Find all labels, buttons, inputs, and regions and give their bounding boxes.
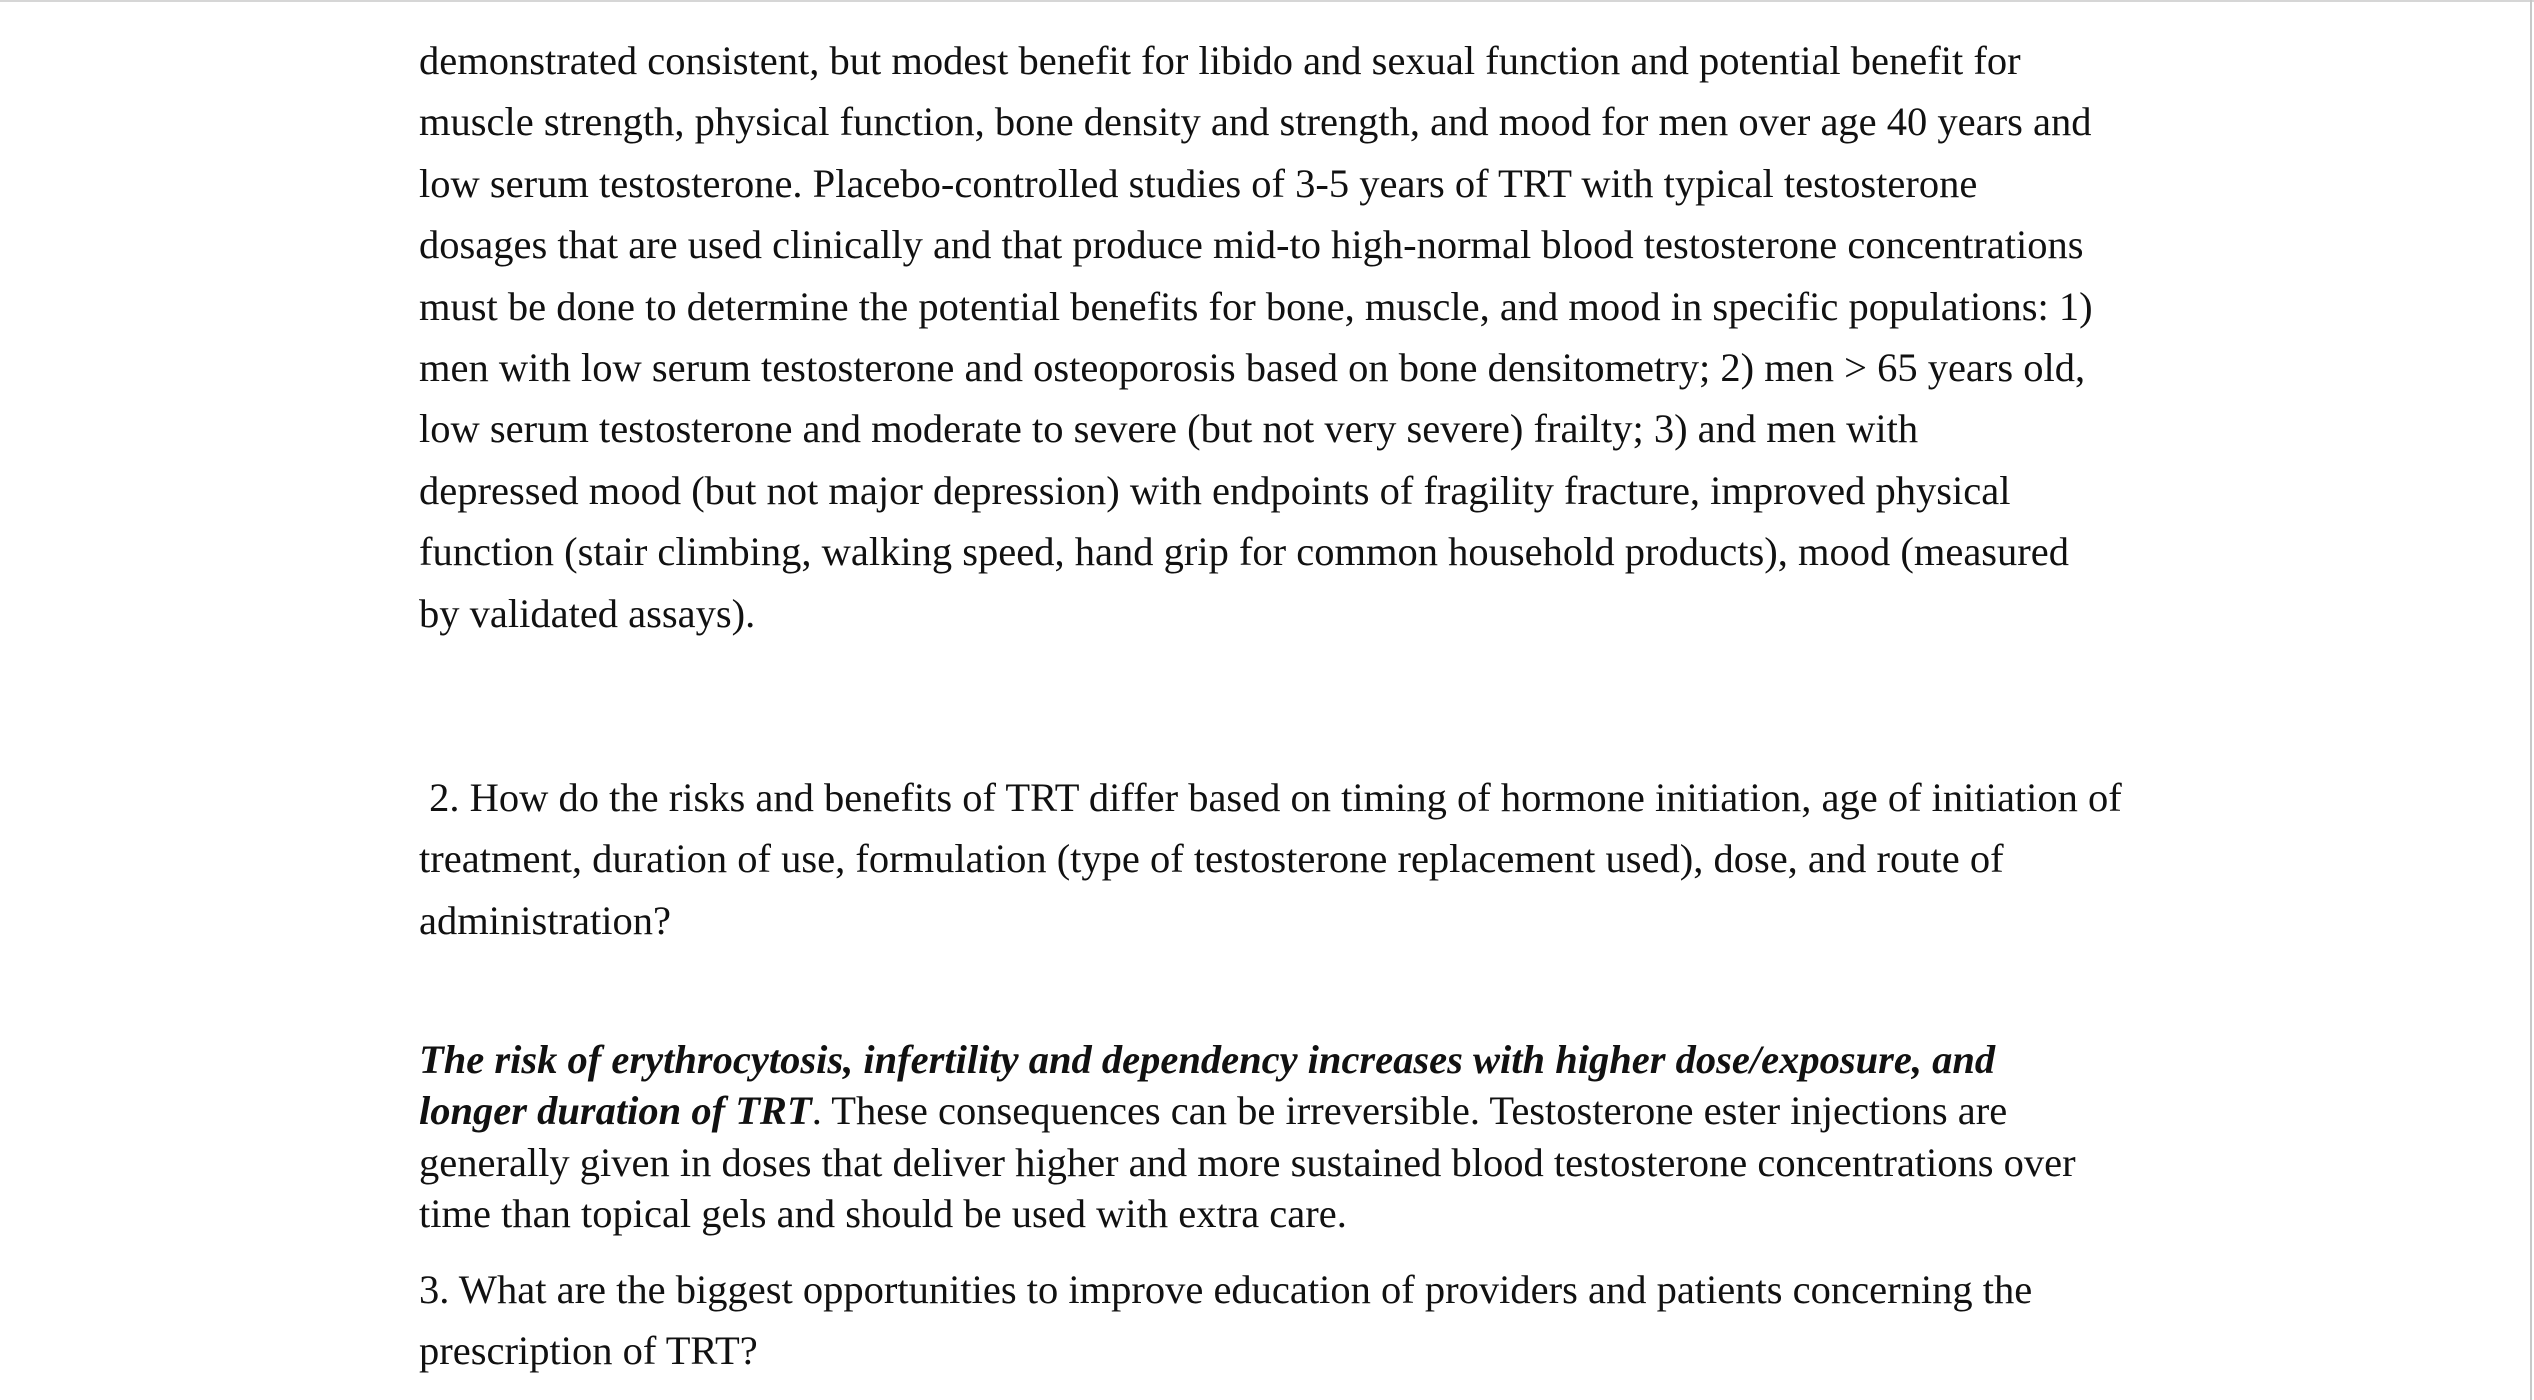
answer-2: [419, 1034, 2076, 1239]
body-text: . These consequences can be irreversible. Testosterone ester injections are: [811, 1088, 2008, 1134]
text-line: [419, 1034, 2076, 1085]
text-line: [419, 1085, 2076, 1136]
text-line: prescription of TRT?: [419, 1328, 758, 1374]
text-line: function (stair climbing, walking speed, hand grip for common household products), mood (measured: [419, 529, 2070, 575]
page-top-edge: [0, 0, 2534, 2]
text-line: treatment, duration of use, formulation (type of testosterone replacement used), dose, and route of: [419, 836, 2004, 882]
text-line: depressed mood (but not major depression) with endpoints of fragility fracture, improved physical: [419, 467, 2011, 513]
text-line: administration?: [419, 897, 671, 943]
text-line: generally given in doses that deliver higher and more sustained blood testosterone concentrations over: [419, 1139, 2076, 1185]
emphasis-text: The risk of erythrocytosis, infertility and dependency increases with higher dose/exposure, and: [419, 1037, 1996, 1082]
emphasis-text: longer duration of TRT: [419, 1088, 812, 1134]
text-line: dosages that are used clinically and that produce mid-to high-normal blood testosterone concentrations: [419, 222, 2084, 268]
text-line: must be done to determine the potential benefits for bone, muscle, and mood in specific populations: 1): [419, 283, 2093, 329]
text-line: time than topical gels and should be used with extra care.: [419, 1190, 1347, 1236]
text-line: men with low serum testosterone and osteoporosis based on bone densitometry; 2) men > 65 years old,: [419, 345, 2086, 391]
text-line: 3. What are the biggest opportunities to improve education of providers and patients concerning the: [419, 1267, 2033, 1312]
text-line: low serum testosterone and moderate to severe (but not very severe) frailty; 3) and men with: [419, 406, 1919, 452]
paragraph-benefits-summary: [419, 30, 2093, 644]
text-line: by validated assays).: [419, 590, 756, 636]
text-line: low serum testosterone. Placebo-controlled studies of 3-5 years of TRT with typical testosterone: [419, 160, 1978, 206]
text-line: muscle strength, physical function, bone density and strength, and mood for men over age 40 years and: [419, 99, 2092, 145]
text-line: 2. How do the risks and benefits of TRT differ based on timing of hormone initiation, age of initiation of: [419, 775, 2122, 820]
page-right-edge: [2530, 0, 2532, 1400]
question-3: [419, 1259, 2032, 1382]
question-2: [419, 767, 2122, 951]
text-line: demonstrated consistent, but modest benefit for libido and sexual function and potential benefit for: [419, 38, 2021, 83]
